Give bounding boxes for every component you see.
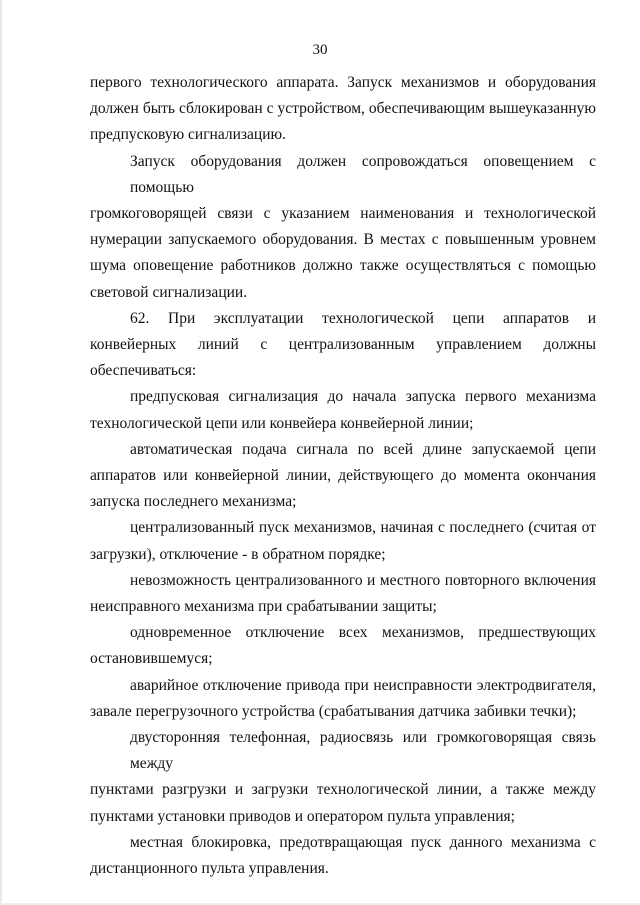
text-line: завале перегрузочного устройства (срабатывания датчика забивки течки); [90, 702, 577, 720]
text-line: технологической цепи или конвейера конвейерной линии; [90, 414, 474, 432]
text-line: остановившемуся; [90, 650, 213, 668]
text-line: шума оповещение работников должно также осуществляться с помощью [90, 257, 596, 275]
text-line: дистанционного пульта управления. [90, 860, 329, 878]
text-line: одновременное отключение всех механизмов, предшествующих [130, 624, 596, 642]
list-item-two-way-communication [90, 725, 596, 830]
text-line: двусторонняя телефонная, радиосвязь или громкоговорящая связь между [130, 729, 596, 773]
text-line: автоматическая подача сигнала по всей длине запускаемой цепи [130, 440, 596, 458]
paragraph-continuation [90, 70, 596, 149]
text-line: невозможность централизованного и местного повторного включения [130, 571, 596, 589]
list-item-prestart-signal [90, 384, 596, 436]
text-line: неисправного механизма при срабатывании защиты; [90, 598, 437, 616]
text-line: запуска последнего механизма; [90, 493, 297, 511]
list-item-local-lock [90, 830, 596, 882]
list-item-restart-lockout [90, 568, 596, 620]
text-line: нумерации запускаемого оборудования. В местах с повышенным уровнем [90, 231, 596, 249]
text-line: должен быть сблокирован с устройством, обеспечивающим вышеуказанную [90, 100, 596, 118]
text-line: аварийное отключение привода при неисправности электродвигателя, [130, 676, 596, 694]
text-line: первого технологического аппарата. Запуск механизмов и оборудования [90, 74, 596, 91]
text-line: световой сигнализации. [90, 283, 248, 301]
page-number: 30 [312, 42, 328, 58]
list-item-simultaneous-shutdown [90, 620, 596, 672]
text-line: местная блокировка, предотвращающая пуск данного механизма с [130, 833, 596, 851]
document-body [90, 70, 596, 882]
text-line: централизованный пуск механизмов, начиная с последнего (считая от [130, 519, 596, 537]
text-line: загрузки), отключение - в обратном порядке; [90, 545, 386, 563]
text-line: громкоговорящей связи с указанием наименования и технологической [90, 205, 596, 223]
text-line: пунктами установки приводов и оператором пульта управления; [90, 807, 515, 825]
text-line: 62. При эксплуатации технологической цепи аппаратов и [130, 309, 596, 327]
list-item-automatic-signal [90, 437, 596, 516]
text-line: пунктами разгрузки и загрузки технологической линии, а также между [90, 781, 596, 799]
text-line: аппаратов или конвейерной линии, действующего до момента окончания [90, 467, 596, 485]
paragraph-startup-notification [90, 149, 596, 306]
text-line: Запуск оборудования должен сопровождаться оповещением с помощью [130, 152, 596, 196]
text-line: конвейерных линий с централизованным управлением должны [90, 336, 596, 354]
list-item-emergency-shutdown [90, 673, 596, 725]
list-item-centralized-start [90, 515, 596, 567]
scan-edge-left [0, 0, 2, 905]
text-line: предпусковую сигнализацию. [90, 126, 286, 144]
paragraph-item-62 [90, 306, 596, 385]
text-line: предпусковая сигнализация до начала запуска первого механизма [130, 388, 596, 406]
text-line: обеспечиваться: [90, 362, 197, 380]
